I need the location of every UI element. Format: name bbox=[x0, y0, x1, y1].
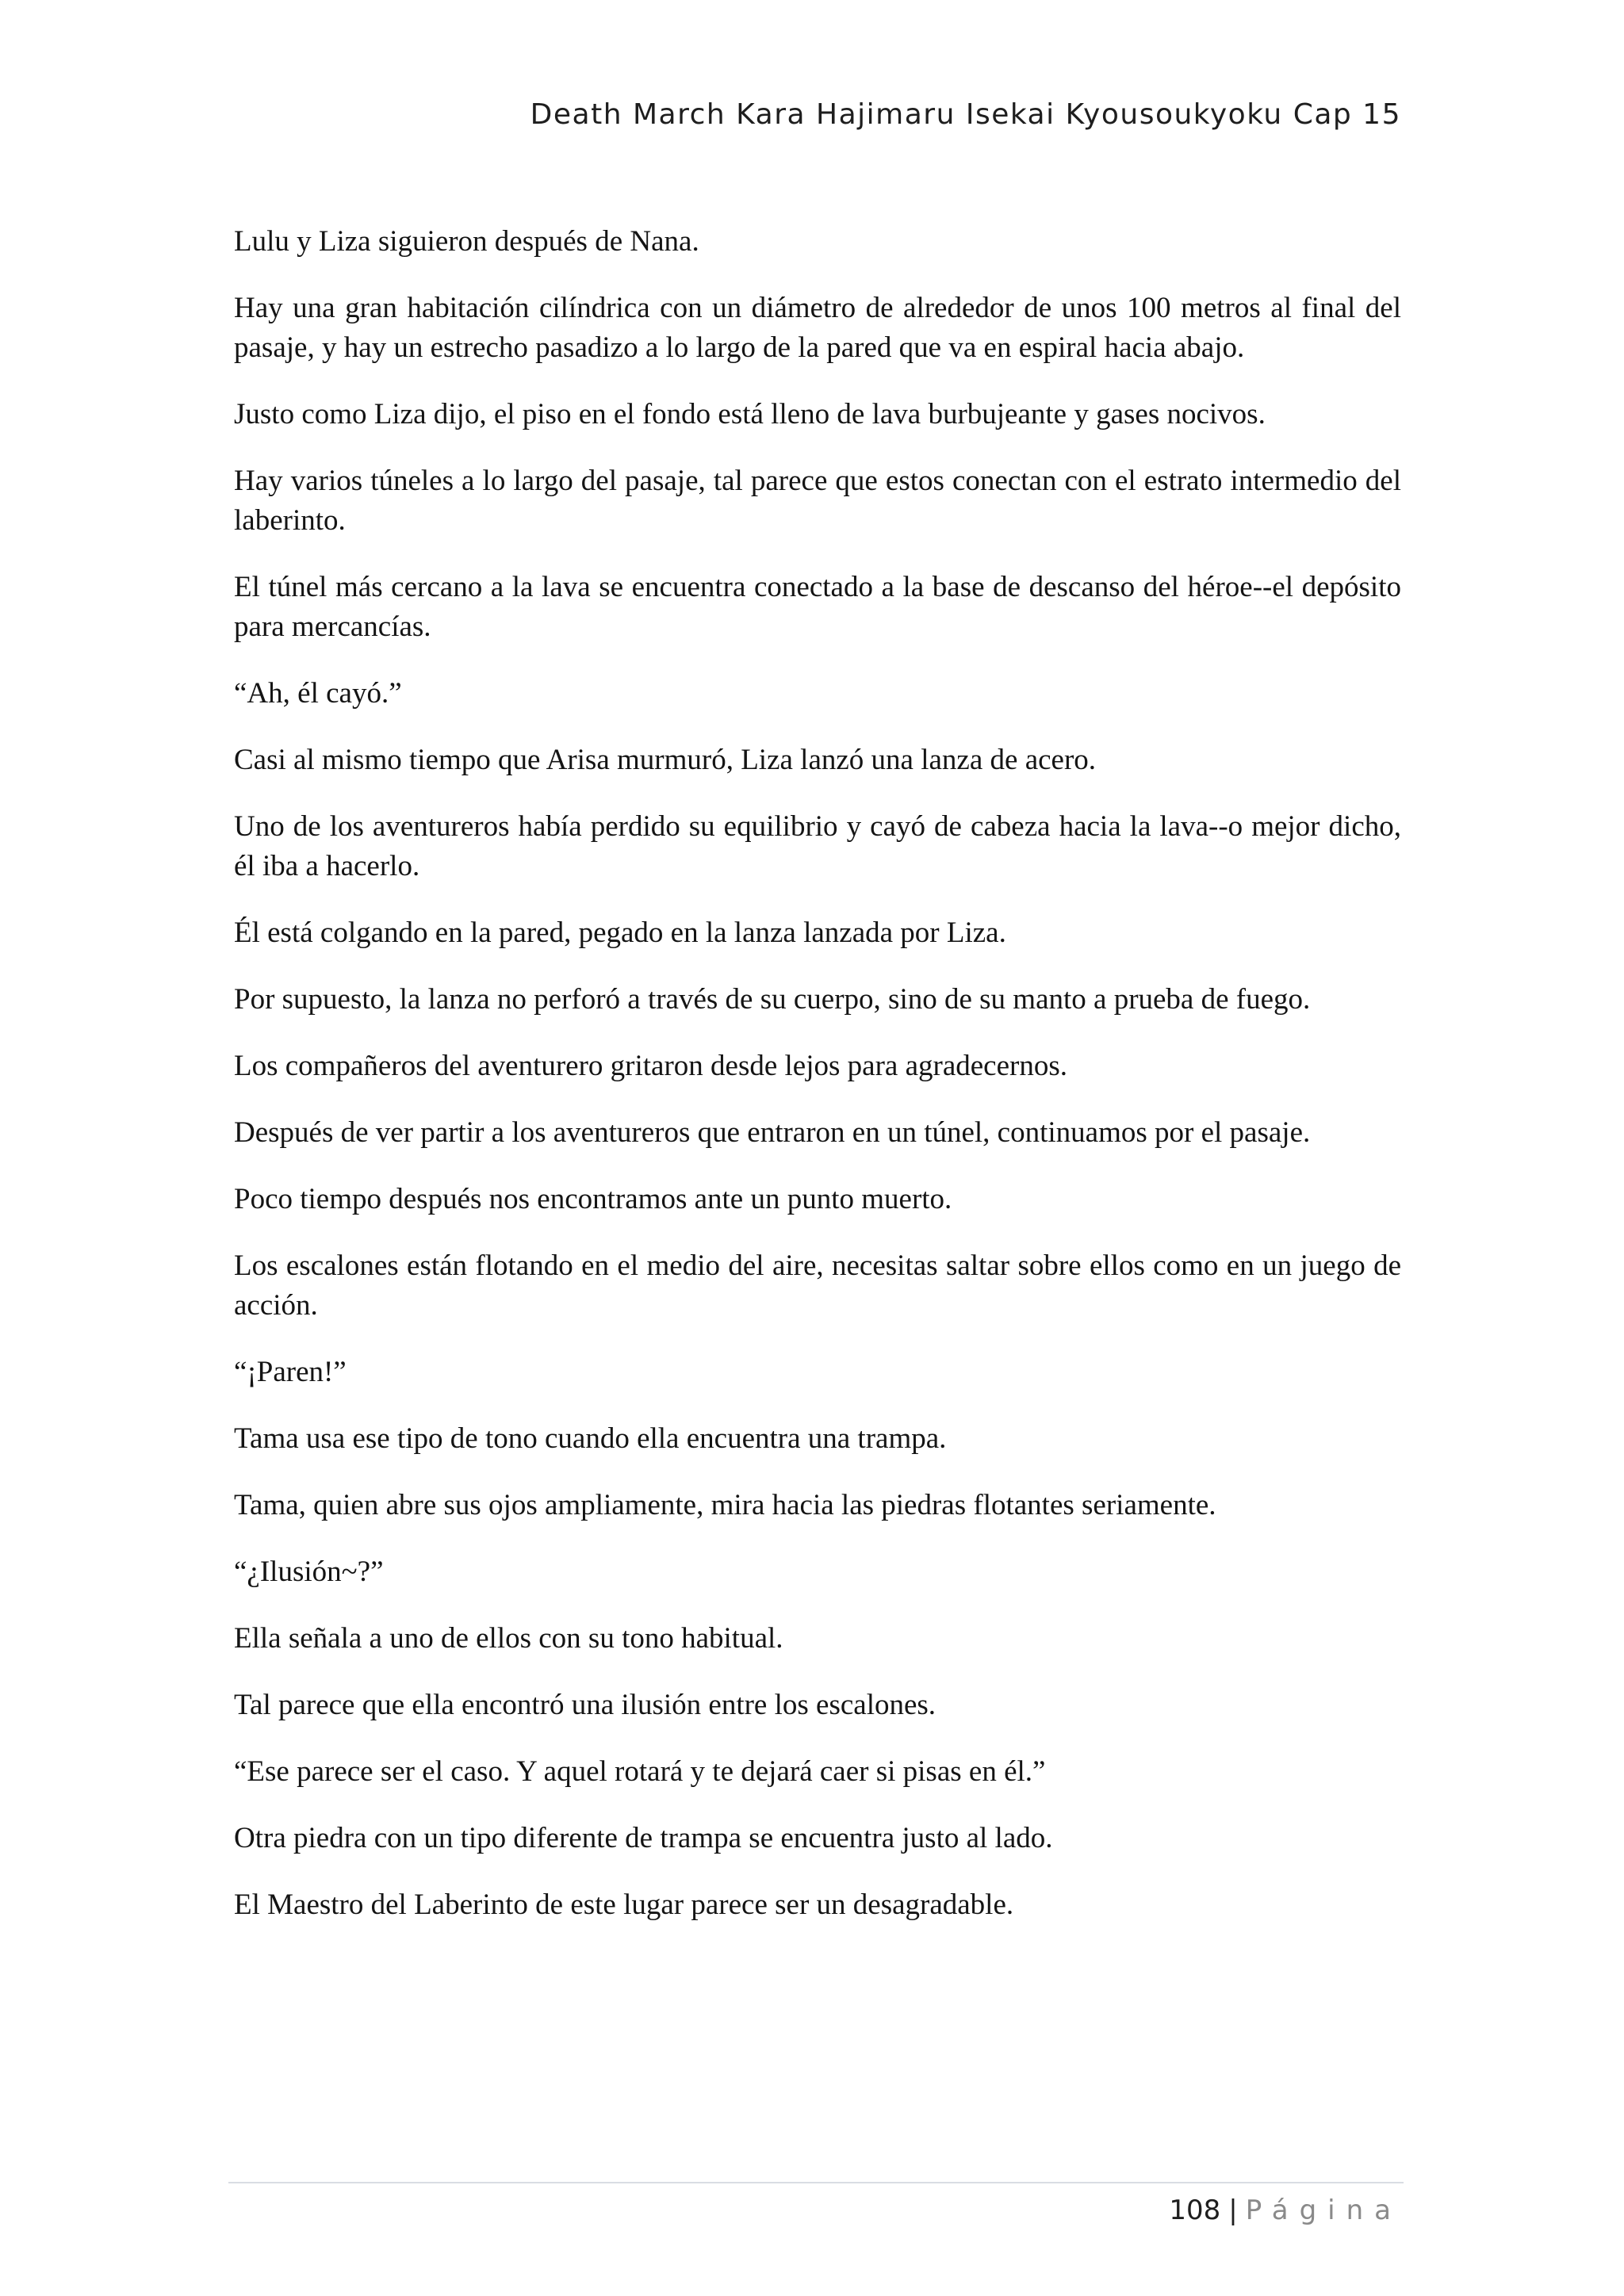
paragraph: Ella señala a uno de ellos con su tono habitual. bbox=[234, 1622, 783, 1655]
paragraph: Hay una gran habitación cilíndrica con un diámetro de alrededor de unos 100 metros al final del pasaje, y hay un estrecho pasadizo a lo largo de la pared que va en espiral hacia abajo. bbox=[234, 292, 1401, 364]
paragraph: Hay varios túneles a lo largo del pasaje, tal parece que estos conectan con el estrato intermedio del laberinto. bbox=[234, 465, 1401, 537]
paragraph: Después de ver partir a los aventureros que entraron en un túnel, continuamos por el pasaje. bbox=[234, 1116, 1311, 1149]
body-text bbox=[234, 222, 1401, 1952]
paragraph: “¡Paren!” bbox=[234, 1356, 347, 1388]
paragraph: Lulu y Liza siguieron después de Nana. bbox=[234, 225, 699, 258]
paragraph: Poco tiempo después nos encontramos ante un punto muerto. bbox=[234, 1183, 952, 1215]
paragraph: Por supuesto, la lanza no perforó a través de su cuerpo, sino de su manto a prueba de fuego. bbox=[234, 983, 1311, 1016]
running-header: Death March Kara Hajimaru Isekai Kyousoukyoku Cap 15 bbox=[530, 98, 1401, 131]
paragraph: Justo como Liza dijo, el piso en el fondo está lleno de lava burbujeante y gases nocivos. bbox=[234, 398, 1266, 430]
paragraph: Él está colgando en la pared, pegado en la lanza lanzada por Liza. bbox=[234, 916, 1006, 949]
paragraph: Tama usa ese tipo de tono cuando ella encuentra una trampa. bbox=[234, 1422, 947, 1455]
paragraph: Los escalones están flotando en el medio del aire, necesitas saltar sobre ellos como en un juego de acción. bbox=[234, 1249, 1401, 1322]
paragraph: Tama, quien abre sus ojos ampliamente, mira hacia las piedras flotantes seriamente. bbox=[234, 1489, 1216, 1521]
paragraph: Casi al mismo tiempo que Arisa murmuró, Liza lanzó una lanza de acero. bbox=[234, 744, 1097, 776]
paragraph: El Maestro del Laberinto de este lugar parece ser un desagradable. bbox=[234, 1888, 1014, 1921]
paragraph: “¿Ilusión~?” bbox=[234, 1556, 384, 1588]
paragraph: “Ah, él cayó.” bbox=[234, 677, 402, 710]
paragraph: Otra piedra con un tipo diferente de trampa se encuentra justo al lado. bbox=[234, 1822, 1053, 1854]
footer-divider bbox=[228, 2182, 1404, 2183]
paragraph: Tal parece que ella encontró una ilusión entre los escalones. bbox=[234, 1689, 936, 1721]
footer-separator: | bbox=[1228, 2195, 1238, 2226]
paragraph: “Ese parece ser el caso. Y aquel rotará y te dejará caer si pisas en él.” bbox=[234, 1755, 1046, 1788]
page-word: Página bbox=[1245, 2195, 1402, 2226]
page-footer bbox=[1169, 2195, 1402, 2226]
paragraph: El túnel más cercano a la lava se encuentra conectado a la base de descanso del héroe--el depósito para mercancías. bbox=[234, 571, 1401, 643]
paragraph: Uno de los aventureros había perdido su equilibrio y cayó de cabeza hacia la lava--o mejor dicho, él iba a hacerlo. bbox=[234, 810, 1401, 882]
page-number: 108 bbox=[1169, 2195, 1221, 2226]
paragraph: Los compañeros del aventurero gritaron desde lejos para agradecernos. bbox=[234, 1050, 1067, 1082]
